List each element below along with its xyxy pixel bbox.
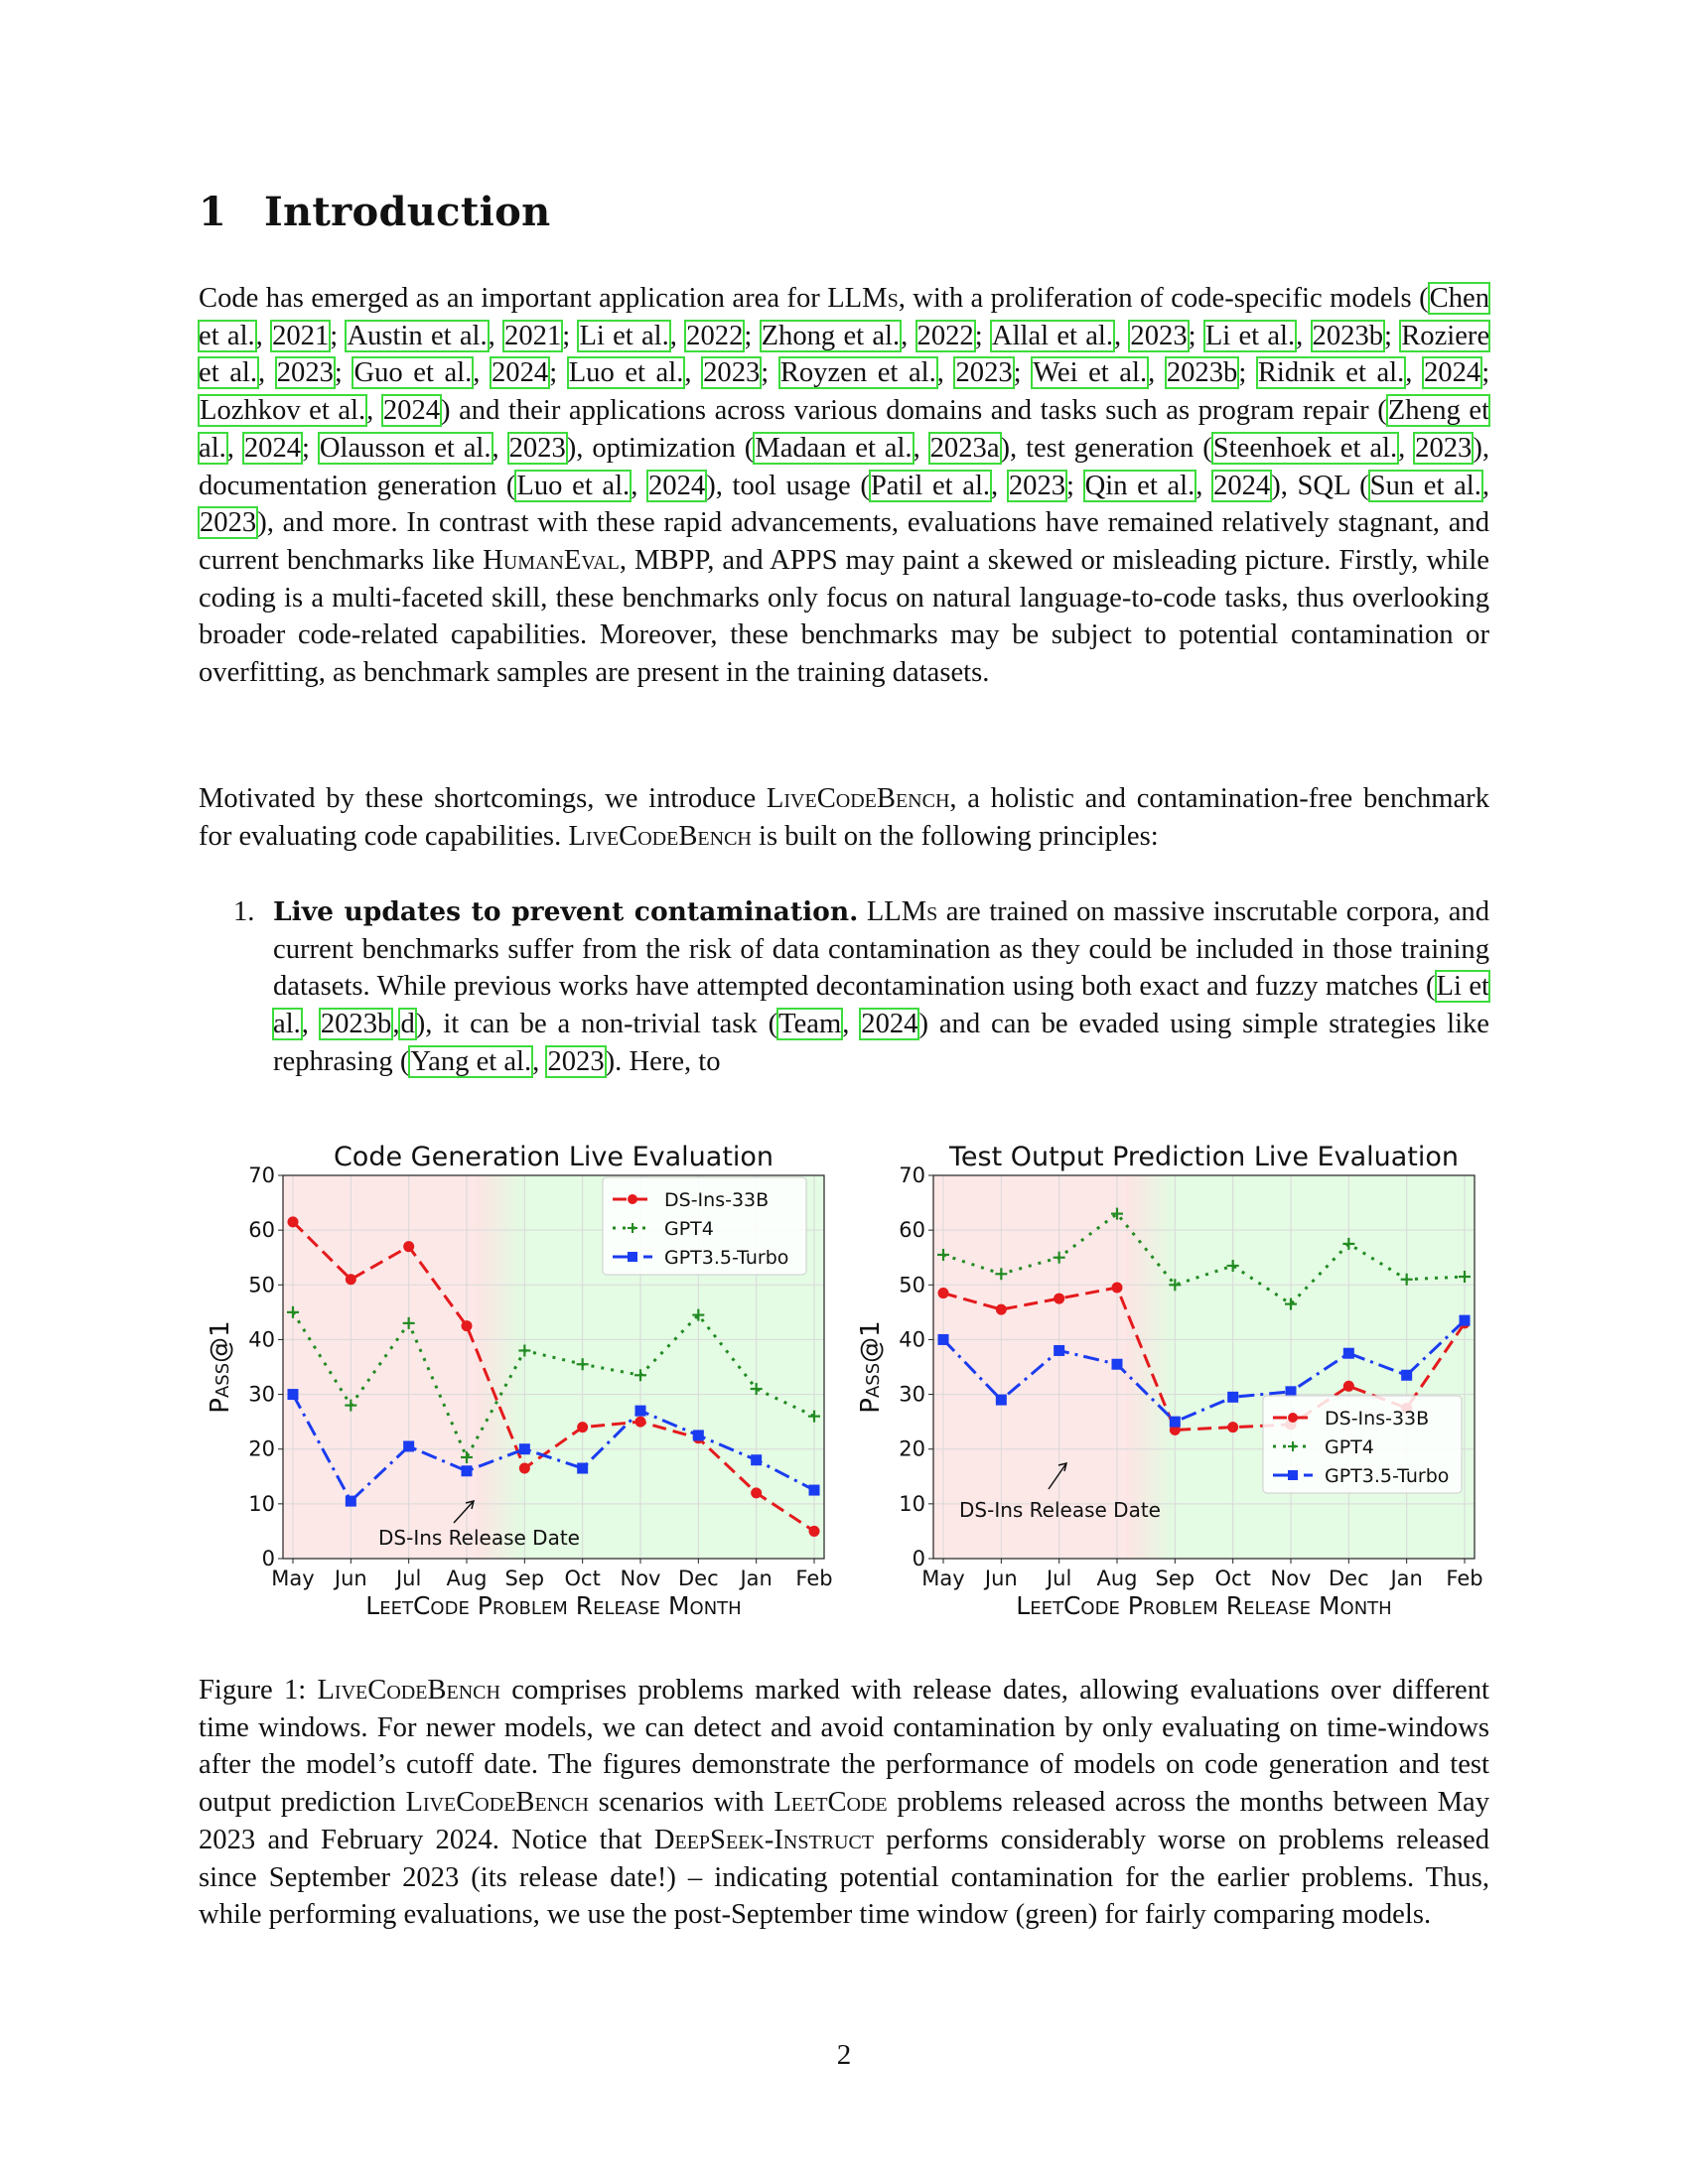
legend-label: GPT4 bbox=[664, 1218, 714, 1240]
legend-marker bbox=[1288, 1413, 1298, 1423]
intro-paragraph-2: Motivated by these shortcomings, we introduce LiveCodeBench, a holistic and contamination-free benchmark for evaluating code capabilities. LiveCodeBench is built on the following principles: bbox=[199, 783, 1489, 852]
citation-link[interactable]: 2024 bbox=[243, 432, 302, 464]
citation-link[interactable]: Chen et al. bbox=[199, 283, 1489, 351]
citation-link[interactable]: Li et al. bbox=[579, 320, 669, 351]
x-tick-label: Aug bbox=[1096, 1567, 1138, 1590]
y-tick-label: 60 bbox=[248, 1218, 275, 1243]
citation-link[interactable]: Lozhkov et al. bbox=[200, 395, 366, 427]
citation-link[interactable]: Steenhoek et al. bbox=[1212, 432, 1398, 464]
citation-link[interactable]: 2023 bbox=[508, 432, 566, 464]
x-tick-label: Jan bbox=[740, 1567, 773, 1590]
citation-link[interactable]: 2022 bbox=[686, 320, 744, 351]
x-tick-label: Oct bbox=[1214, 1567, 1251, 1590]
x-tick-label: Jul bbox=[395, 1567, 422, 1590]
y-axis-label: Pass@1 bbox=[856, 1320, 886, 1414]
citation-link[interactable]: 2024 bbox=[492, 357, 549, 389]
data-point bbox=[809, 1526, 820, 1537]
data-point bbox=[403, 1241, 414, 1252]
x-axis-label: LeetCode Problem Release Month bbox=[1016, 1591, 1392, 1620]
data-point bbox=[519, 1443, 530, 1454]
citation-link[interactable]: Patil et al. bbox=[870, 470, 991, 501]
citation-link[interactable]: Qin et al. bbox=[1084, 470, 1196, 501]
data-point bbox=[1054, 1345, 1064, 1356]
y-tick-label: 0 bbox=[912, 1547, 925, 1570]
citation-link[interactable]: Roziere et al. bbox=[199, 320, 1490, 389]
data-point bbox=[577, 1463, 588, 1474]
x-tick-label: May bbox=[921, 1567, 965, 1590]
chart-title: Test Output Prediction Live Evaluation bbox=[948, 1142, 1460, 1172]
section-title: Introduction bbox=[264, 189, 551, 235]
citation-link[interactable]: Li et al. bbox=[1204, 320, 1296, 351]
citation-link[interactable]: Luo et al. bbox=[516, 470, 631, 501]
data-point bbox=[635, 1417, 646, 1428]
x-tick-label: Feb bbox=[795, 1567, 833, 1590]
citation-link[interactable]: 2023 bbox=[1130, 320, 1188, 351]
citation-link[interactable]: 2021 bbox=[272, 320, 330, 351]
x-tick-label: Oct bbox=[564, 1567, 601, 1590]
citation-link[interactable]: 2024 bbox=[1213, 470, 1271, 501]
y-tick-label: 0 bbox=[261, 1547, 275, 1570]
citation-link[interactable]: 2023b bbox=[1166, 357, 1238, 389]
chart-title: Code Generation Live Evaluation bbox=[333, 1142, 774, 1172]
data-point bbox=[288, 1216, 299, 1227]
citation-link[interactable]: 2021 bbox=[504, 320, 562, 351]
legend-label: DS-Ins-33B bbox=[1325, 1408, 1430, 1430]
citation-link[interactable]: 2024 bbox=[1424, 357, 1481, 389]
citation-link[interactable]: 2023b bbox=[320, 1009, 392, 1040]
citation-link[interactable]: Ridnik et al. bbox=[1257, 357, 1405, 389]
principles-list bbox=[199, 893, 1489, 1081]
legend-marker bbox=[628, 1252, 637, 1262]
annotation-label: DS-Ins Release Date bbox=[959, 1498, 1161, 1522]
data-point bbox=[1227, 1422, 1238, 1433]
citation-link[interactable]: Wei et al. bbox=[1033, 357, 1148, 389]
data-point bbox=[519, 1463, 530, 1474]
legend-label: GPT4 bbox=[1325, 1436, 1374, 1458]
x-tick-label: May bbox=[271, 1567, 315, 1590]
y-tick-label: 50 bbox=[899, 1273, 925, 1297]
data-point bbox=[996, 1395, 1007, 1406]
citation-link[interactable]: Zheng et al. bbox=[199, 395, 1490, 464]
data-point bbox=[346, 1496, 356, 1507]
legend-label: GPT3.5-Turbo bbox=[664, 1247, 789, 1269]
x-tick-label: Jan bbox=[1390, 1567, 1423, 1590]
citation-link[interactable]: 2023a bbox=[929, 432, 1000, 464]
citation-link[interactable]: 2023 bbox=[703, 357, 761, 389]
y-tick-label: 10 bbox=[248, 1491, 275, 1516]
x-tick-label: Dec bbox=[678, 1567, 719, 1590]
data-point bbox=[751, 1454, 762, 1465]
data-point bbox=[346, 1274, 356, 1285]
y-tick-label: 40 bbox=[248, 1327, 275, 1352]
data-point bbox=[1112, 1359, 1123, 1370]
legend-label: GPT3.5-Turbo bbox=[1325, 1465, 1450, 1487]
y-tick-label: 10 bbox=[899, 1491, 925, 1516]
data-point bbox=[635, 1406, 646, 1417]
y-tick-label: 50 bbox=[248, 1273, 275, 1297]
x-tick-label: Nov bbox=[620, 1567, 661, 1590]
data-point bbox=[1112, 1283, 1123, 1294]
citation-link[interactable]: Sun et al. bbox=[1369, 470, 1481, 501]
data-point bbox=[462, 1320, 473, 1331]
data-point bbox=[1343, 1381, 1354, 1392]
citation-link[interactable]: Zhong et al. bbox=[761, 320, 901, 351]
data-point bbox=[693, 1430, 704, 1440]
y-tick-label: 20 bbox=[899, 1436, 925, 1461]
x-tick-label: Jun bbox=[984, 1567, 1018, 1590]
citation-link[interactable]: 2022 bbox=[916, 320, 974, 351]
citation-link[interactable]: Li et al. bbox=[273, 971, 1489, 1040]
x-tick-label: Aug bbox=[446, 1567, 488, 1590]
y-tick-label: 60 bbox=[899, 1218, 925, 1243]
citation-link[interactable]: Royzen et al. bbox=[779, 357, 936, 389]
list-marker: 1. bbox=[233, 896, 255, 927]
citation-link[interactable]: Guo et al. bbox=[353, 357, 473, 389]
data-point bbox=[1460, 1315, 1471, 1326]
citation-link[interactable]: 2023 bbox=[276, 357, 334, 389]
figure-caption: Figure 1: LiveCodeBench comprises problems marked with release dates, allowing evaluations over different time windows. For newer models, we can detect and avoid contamination by only evaluating on time-windows after the model’s cutoff date. The figures demonstrate the performance of models on code generation and test output prediction LiveCodeBench scenarios with LeetCode problems released across the months between May 2023 and February 2024. Notice that DeepSeek-Instruct performs considerably worse on problems released since September 2023 (its release date!) – indicating potential contamination for the earlier problems. Thus, while performing evaluations, we use the post-September time window (green) for fairly comparing models. bbox=[199, 1675, 1489, 1931]
data-point bbox=[1343, 1348, 1354, 1359]
y-tick-label: 30 bbox=[899, 1382, 925, 1407]
x-tick-label: Jul bbox=[1046, 1567, 1072, 1590]
post-release-region bbox=[1175, 1175, 1475, 1559]
citation-link[interactable]: 2024 bbox=[861, 1009, 918, 1040]
citation-link[interactable]: 2023b bbox=[1312, 320, 1384, 351]
citation-link[interactable]: Allal et al. bbox=[991, 320, 1114, 351]
intro-paragraph-1: Code has emerged as an important application area for LLMs, with a proliferation of code-specific models (Chen et al., 2021; Austin et al., 2021; Li et al., 2022; Zhong et al., 2022; Allal et al., 2023; Li et al., 2023b; Roziere et al., 2023; Guo et al., 2024; Luo et al., 2023; Royzen et al., 2023; Wei et al., 2023b; Ridnik et al., 2024; Lozhkov et al., 2024) and their applications across various domains and tasks such as program repair (Zheng et al., 2024; Olausson et al., 2023), optimization (Madaan et al., 2023a), test generation (Steenhoek et al., 2023), documentation generation (Luo et al., 2024), tool usage (Patil et al., 2023; Qin et al., 2024), SQL (Sun et al., 2023), and more. In contrast with these rapid advancements, evaluations have remained relatively stagnant, and current benchmarks like HumanEval, MBPP, and APPS may paint a skewed or misleading picture. Firstly, while coding is a multi-faceted skill, these benchmarks only focus on natural language-to-code tasks, thus overlooking broader code-related capabilities. Moreover, these benchmarks may be subject to potential contamination or overfitting, as benchmark samples are present in the training datasets. bbox=[199, 283, 1490, 689]
code-generation-chart bbox=[199, 1132, 834, 1638]
data-point bbox=[1054, 1294, 1064, 1304]
citation-link[interactable]: 2023 bbox=[1415, 432, 1473, 464]
page-number: 2 bbox=[836, 2039, 852, 2071]
list-item: 1. Live updates to prevent contamination. LLMs are trained on massive inscrutable corpora, and current benchmarks suffer from the risk of data contamination as they could be included in those training datasets. While previous works have attempted decontamination using both exact and fuzzy matches (Li et al., 2023b,d), it can be a non-trivial task (Team, 2024) and can be evaded using simple strategies like rephrasing (Yang et al., 2023). Here, to bbox=[199, 893, 1489, 1081]
y-tick-label: 30 bbox=[248, 1382, 275, 1407]
citation-link[interactable]: 2023 bbox=[547, 1045, 605, 1077]
annotation-label: DS-Ins Release Date bbox=[378, 1526, 580, 1550]
citation-link[interactable]: Austin et al. bbox=[347, 320, 488, 351]
data-point bbox=[996, 1304, 1007, 1315]
x-tick-label: Nov bbox=[1270, 1567, 1312, 1590]
data-point bbox=[751, 1487, 762, 1498]
data-point bbox=[462, 1465, 473, 1476]
data-point bbox=[1401, 1370, 1412, 1381]
test-output-prediction-chart bbox=[849, 1132, 1484, 1638]
data-point bbox=[809, 1485, 820, 1496]
data-point bbox=[577, 1422, 588, 1433]
data-point bbox=[1170, 1417, 1181, 1428]
citation-link[interactable]: Yang et al. bbox=[410, 1045, 532, 1077]
y-tick-label: 20 bbox=[248, 1436, 275, 1461]
x-tick-label: Sep bbox=[504, 1567, 545, 1590]
citation-link[interactable]: Madaan et al. bbox=[755, 432, 913, 464]
x-tick-label: Sep bbox=[1155, 1567, 1196, 1590]
citation-link[interactable]: Team bbox=[778, 1009, 842, 1040]
figure-1 bbox=[199, 1132, 1489, 1638]
x-tick-label: Feb bbox=[1446, 1567, 1483, 1590]
citation-link[interactable]: d bbox=[400, 1009, 415, 1040]
citation-link[interactable]: Olausson et al. bbox=[319, 432, 492, 464]
y-tick-label: 70 bbox=[248, 1163, 275, 1187]
data-point bbox=[938, 1334, 949, 1345]
citation-link[interactable]: 2023 bbox=[200, 507, 257, 539]
data-point bbox=[938, 1288, 949, 1298]
list-item-heading: Live updates to prevent contamination. bbox=[273, 896, 859, 927]
x-tick-label: Dec bbox=[1329, 1567, 1369, 1590]
citation-link[interactable]: 2023 bbox=[1008, 470, 1066, 501]
section-heading bbox=[199, 189, 550, 235]
citation-link[interactable]: 2023 bbox=[955, 357, 1013, 389]
data-point bbox=[1227, 1392, 1238, 1403]
data-point bbox=[288, 1389, 299, 1400]
y-axis-label: Pass@1 bbox=[206, 1320, 235, 1414]
x-axis-label: LeetCode Problem Release Month bbox=[365, 1591, 742, 1620]
citation-link[interactable]: Luo et al. bbox=[568, 357, 684, 389]
legend-marker bbox=[628, 1194, 637, 1204]
legend-marker bbox=[1288, 1470, 1298, 1480]
x-tick-label: Jun bbox=[334, 1567, 367, 1590]
y-tick-label: 40 bbox=[899, 1327, 925, 1352]
data-point bbox=[403, 1440, 414, 1451]
y-tick-label: 70 bbox=[899, 1163, 925, 1187]
legend-label: DS-Ins-33B bbox=[664, 1189, 770, 1211]
section-number: 1 bbox=[199, 189, 227, 235]
citation-link[interactable]: 2024 bbox=[382, 395, 441, 427]
citation-link[interactable]: 2024 bbox=[648, 470, 706, 501]
pre-release-region bbox=[283, 1175, 475, 1559]
